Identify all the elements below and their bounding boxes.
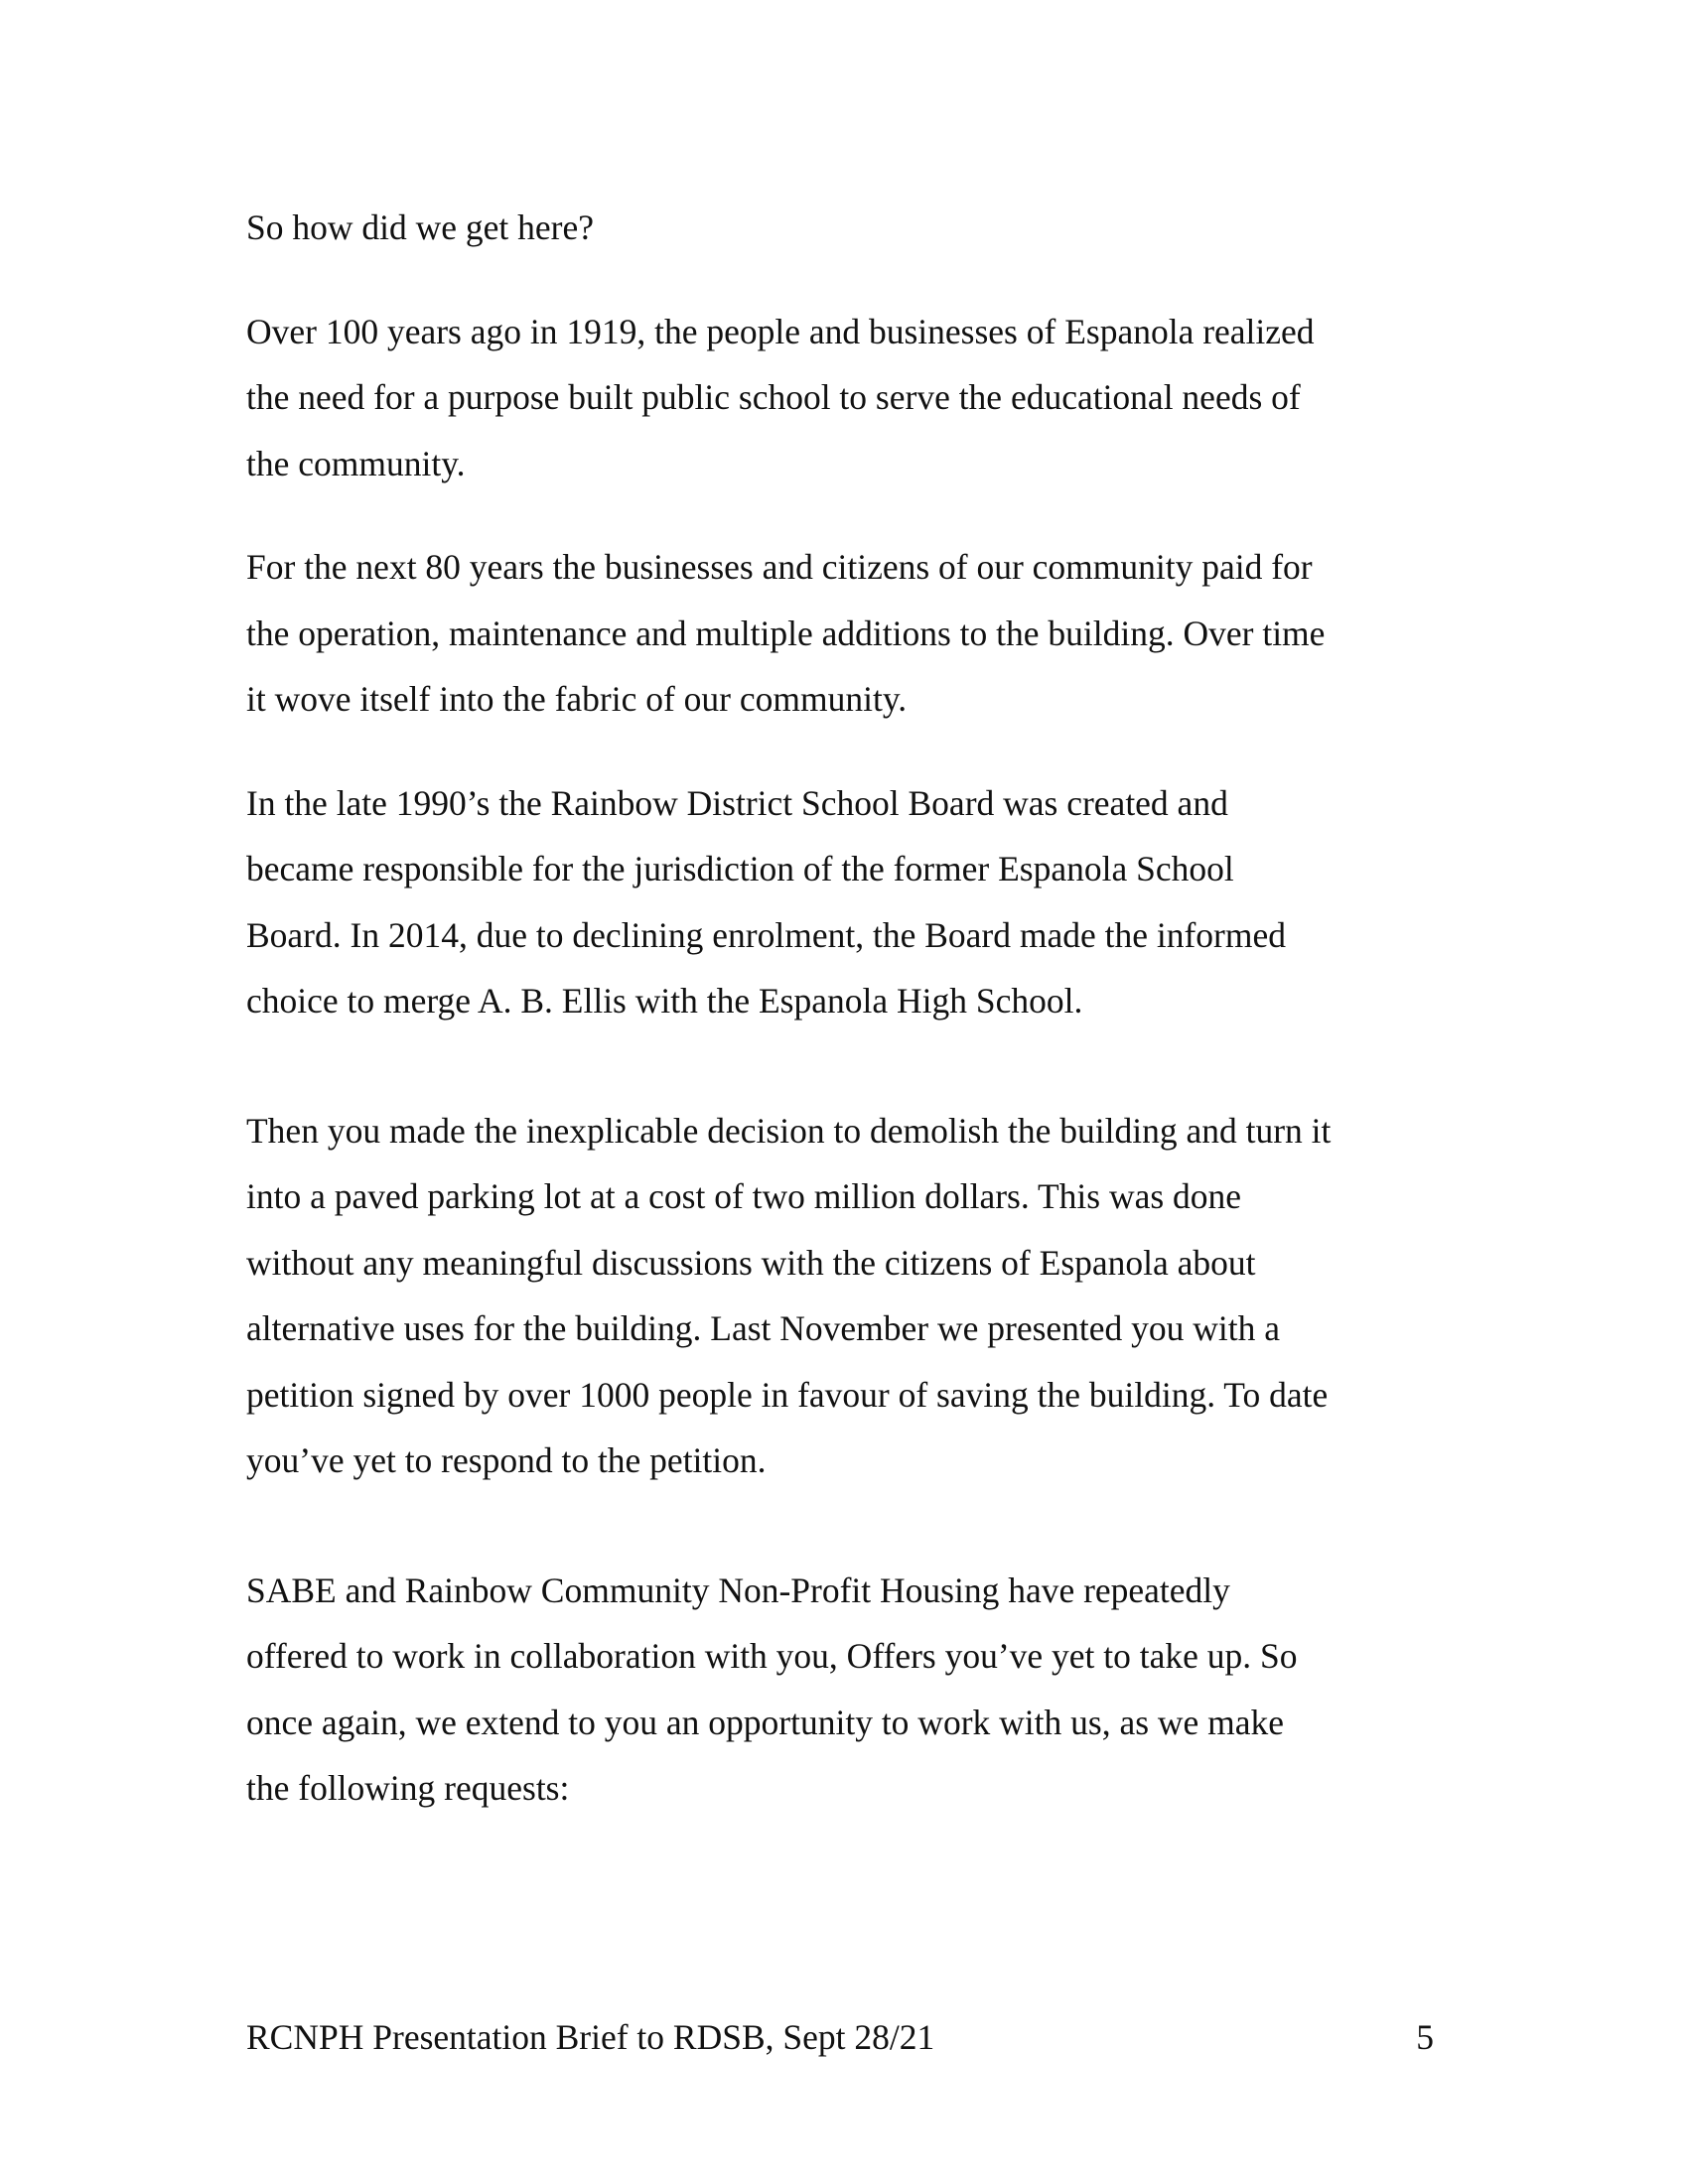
footer-title: RCNPH Presentation Brief to RDSB, Sept 28/21 bbox=[246, 2017, 935, 2057]
text-line: petition signed by over 1000 people in favour of saving the building. To date bbox=[246, 1374, 1329, 1415]
text-line: the need for a purpose built public school to serve the educational needs of bbox=[246, 377, 1301, 417]
text-line: into a paved parking lot at a cost of two million dollars. This was done bbox=[246, 1176, 1242, 1216]
text-line: For the next 80 years the businesses and citizens of our community paid for bbox=[246, 547, 1313, 587]
paragraph-opening-question bbox=[246, 195, 1438, 261]
text-line: So how did we get here? bbox=[246, 207, 594, 247]
text-line: alternative uses for the building. Last November we presented you with a bbox=[246, 1308, 1281, 1348]
paragraph-spacer bbox=[246, 733, 1438, 770]
paragraph-demolition-decision bbox=[246, 1098, 1438, 1494]
paragraph-collaboration-offer bbox=[246, 1558, 1438, 1822]
text-line: it wove itself into the fabric of our community. bbox=[246, 679, 908, 719]
text-line: In the late 1990’s the Rainbow District School Board was created and bbox=[246, 782, 1228, 823]
text-line: once again, we extend to you an opportunity to work with us, as we make bbox=[246, 1702, 1285, 1742]
text-line: became responsible for the jurisdiction of the former Espanola School bbox=[246, 849, 1234, 888]
text-line: Board. In 2014, due to declining enrolment, the Board made the informed bbox=[246, 914, 1286, 955]
paragraph-spacer bbox=[246, 261, 1438, 299]
document-body bbox=[246, 195, 1438, 1822]
text-line: the community. bbox=[246, 443, 466, 483]
paragraph-history-1919 bbox=[246, 299, 1438, 497]
text-line: the operation, maintenance and multiple additions to the building. Over time bbox=[246, 613, 1326, 653]
paragraph-next-80-years bbox=[246, 534, 1438, 733]
paragraph-spacer bbox=[246, 1494, 1438, 1558]
text-line: without any meaningful discussions with the citizens of Espanola about bbox=[246, 1242, 1256, 1283]
paragraph-spacer bbox=[246, 496, 1438, 534]
paragraph-rainbow-board bbox=[246, 770, 1438, 1034]
text-line: you’ve yet to respond to the petition. bbox=[246, 1440, 767, 1480]
text-line: SABE and Rainbow Community Non-Profit Housing have repeatedly bbox=[246, 1570, 1230, 1610]
text-line: the following requests: bbox=[246, 1768, 570, 1808]
text-line: Over 100 years ago in 1919, the people and businesses of Espanola realized bbox=[246, 311, 1315, 351]
text-line: offered to work in collaboration with you, Offers you’ve yet to take up. So bbox=[246, 1636, 1298, 1676]
paragraph-spacer bbox=[246, 1034, 1438, 1098]
page-number: 5 bbox=[1416, 2017, 1434, 2057]
page-footer bbox=[246, 2007, 1434, 2067]
text-line: Then you made the inexplicable decision to demolish the building and turn it bbox=[246, 1110, 1332, 1151]
text-line: choice to merge A. B. Ellis with the Espanola High School. bbox=[246, 981, 1083, 1021]
